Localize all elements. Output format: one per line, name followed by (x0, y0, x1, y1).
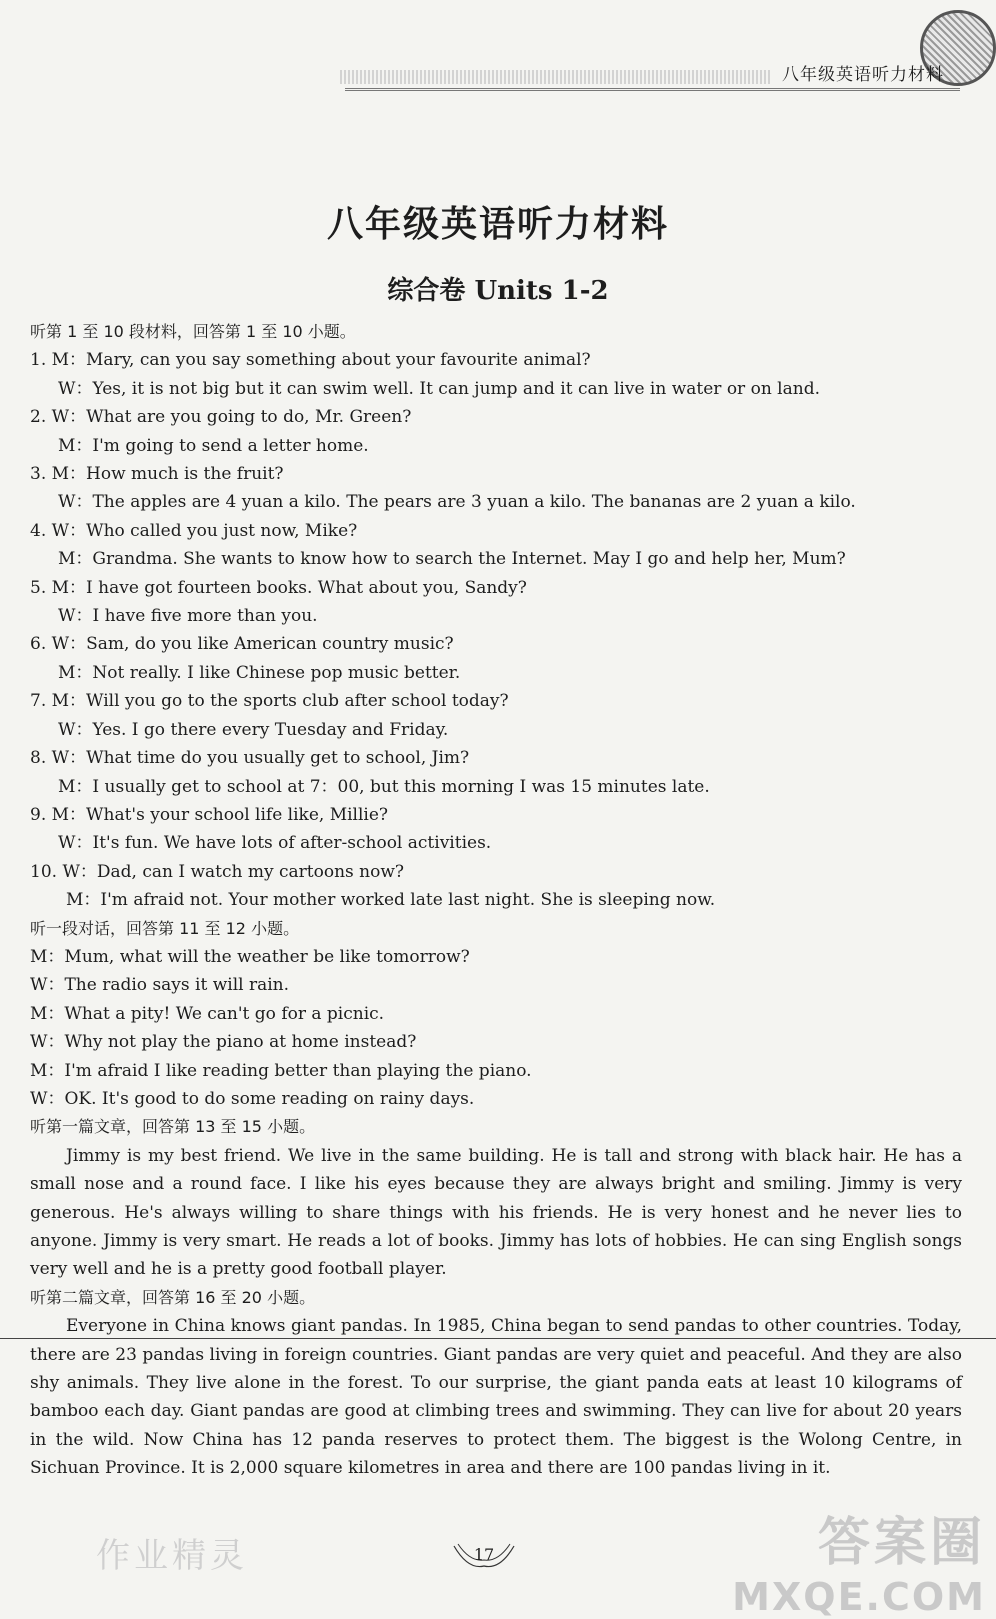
section-title: 综合卷 Units 1-2 (387, 276, 609, 306)
dialogue-line: W：The radio says it will rain. (30, 975, 290, 996)
dialogue-line: W：Why not play the piano at home instead? (30, 1032, 417, 1053)
dialogue-list (30, 318, 962, 1142)
dialogue-line: M：Grandma. She wants to know how to search the Internet. May I go and help her, Mum? (58, 549, 846, 570)
dialogue-line: W：Yes, it is not big but it can swim well. It can jump and it can live in water or on land. (58, 378, 820, 399)
page-number-badge (448, 1540, 520, 1570)
dialogue-line: M：What a pity! We can't go for a picnic. (30, 1003, 385, 1024)
dialogue-line: 10. W：Dad, can I watch my cartoons now? (30, 861, 405, 882)
dialogue-line: 6. W：Sam, do you like American country music? (30, 634, 454, 655)
dialogue-line: 5. M：I have got fourteen books. What about you, Sandy? (30, 577, 527, 598)
dialogue-line: M：Mum, what will the weather be like tomorrow? (30, 946, 470, 967)
dialogue-line: 7. M：Will you go to the sports club after school today? (30, 691, 509, 712)
watermark-left: 作业精灵 (96, 1536, 248, 1576)
section-heading: 听一段对话，回答第 11 至 12 小题。 (30, 918, 300, 938)
page-title: 八年级英语听力材料 (326, 204, 669, 245)
passage-one (30, 1142, 962, 1284)
dialogue-line: W：OK. It's good to do some reading on rainy days. (30, 1088, 475, 1109)
dialogue-line: W：It's fun. We have lots of after-school activities. (58, 833, 492, 854)
dialogue-line: 1. M：Mary, can you say something about your favourite animal? (30, 350, 591, 371)
dialogue-line: W：Yes. I go there every Tuesday and Friday. (58, 719, 449, 740)
dialogue-line: M：I'm going to send a letter home. (58, 435, 369, 456)
section-heading: 听第二篇文章，回答第 16 至 20 小题。 (30, 1287, 316, 1307)
section-heading: 听第 1 至 10 段材料，回答第 1 至 10 小题。 (30, 322, 356, 341)
dialogue-line: 8. W：What time do you usually get to school, Jim? (30, 748, 470, 769)
dialogue-line: 3. M：How much is the fruit? (30, 464, 284, 485)
dialogue-line: M：I'm afraid I like reading better than playing the piano. (30, 1060, 532, 1081)
section-heading: 听第一篇文章，回答第 13 至 15 小题。 (30, 1117, 316, 1137)
passage-one-text: Jimmy is my best friend. We live in the same building. He is tall and strong with black hair. He has a small nose and a round face. I like his eyes because they are always bright and smiling. Jimmy is very generous. He's always willing to share things with his friends. He is very honest and he never lies to anyone. Jimmy is very smart. He reads a lot of books. Jimmy has lots of hobbies. He can sing English songs very well and he is a pretty good football player. (30, 1145, 962, 1280)
running-header: 八年级英语听力材料 (782, 65, 944, 85)
dialogue-line: M：I usually get to school at 7：00, but this morning I was 15 minutes late. (58, 776, 710, 797)
page-number: 17 (473, 1545, 495, 1564)
document-body (30, 318, 962, 1483)
dialogue-line: M：Not really. I like Chinese pop music better. (58, 662, 461, 683)
dialogue-line: M：I'm afraid not. Your mother worked late last night. She is sleeping now. (66, 890, 716, 911)
dialogue-line: W：The apples are 4 yuan a kilo. The pears are 3 yuan a kilo. The bananas are 2 yuan a kilo. (58, 492, 856, 513)
dialogue-line: 2. W：What are you going to do, Mr. Green? (30, 407, 412, 428)
passage-two-text: Everyone in China knows giant pandas. In 1985, China began to send pandas to other countries. Today, there are 23 pandas living in foreign countries. Giant pandas are very quiet and peaceful. And they are also shy animals. They live alone in the forest. To our surprise, the giant panda eats at least 10 kilograms of bamboo each day. Giant pandas are good at climbing trees and swimming. They can live for about 20 years in the wild. Now China has 12 panda reserves to protect them. The biggest is the Wolong Centre, in Sichuan Province. It is 2,000 square kilometres in area and there are 100 pandas living in it. (30, 1316, 962, 1479)
horizontal-divider (0, 1338, 996, 1339)
watermark-right (732, 1500, 986, 1619)
dialogue-line: 4. W：Who called you just now, Mike? (30, 520, 358, 541)
dialogue-line: W：I have five more than you. (58, 606, 318, 627)
watermark-right-bottom: MXQE.COM (732, 1575, 986, 1619)
dialogue-line: 9. M：What's your school life like, Millie? (30, 804, 389, 825)
watermark-right-top: 答案圈 (817, 1513, 986, 1573)
